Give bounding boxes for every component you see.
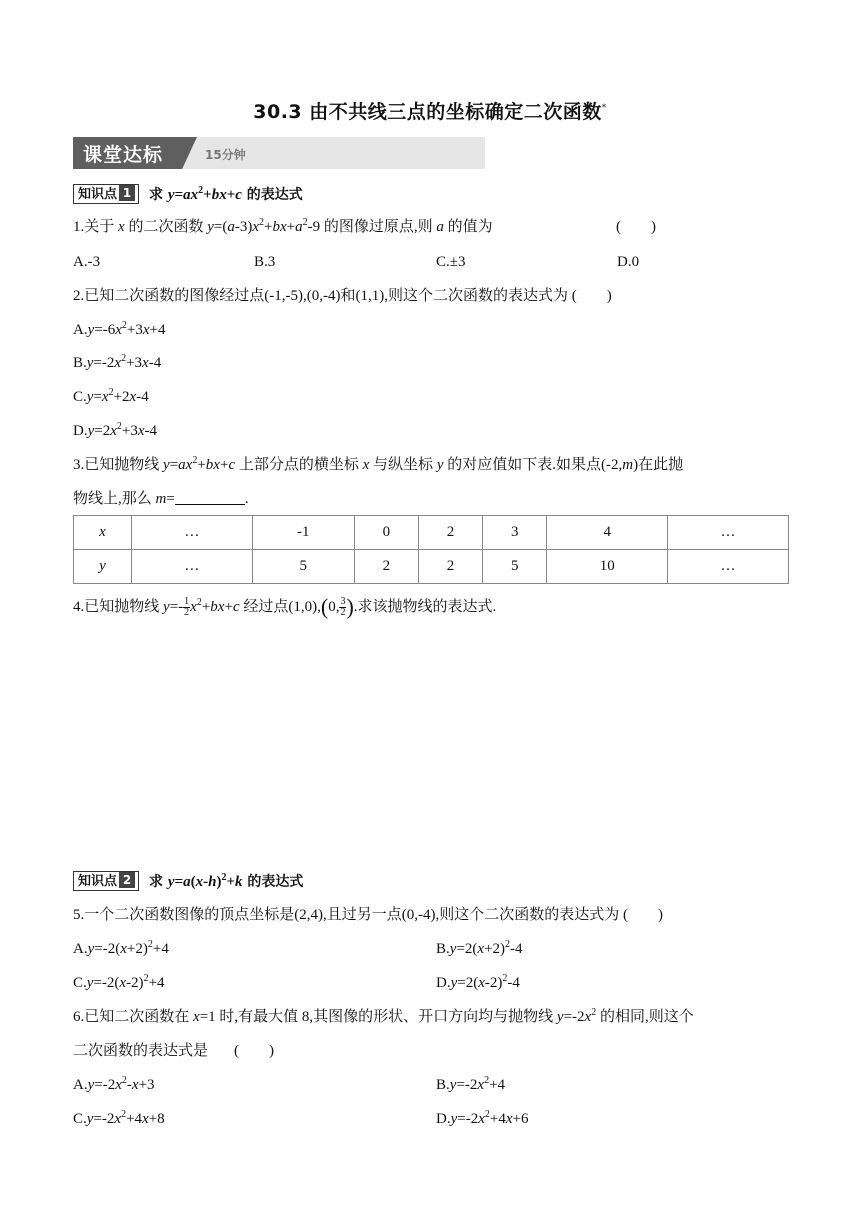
table-cell: … bbox=[668, 516, 789, 550]
table-cell: 2 bbox=[418, 550, 482, 584]
question-2-stem: 2.已知二次函数的图像经过点(-1,-5),(0,-4)和(1,1),则这个二次函数的表达式为 ( ) bbox=[73, 288, 612, 304]
fraction: $\frac{1}{2}$ bbox=[184, 596, 190, 619]
knowledge-point-2-heading bbox=[73, 871, 303, 893]
table-cell: x bbox=[74, 516, 132, 550]
question-1-stem: 1.关于 x 的二次函数 $y=(a-3)x^2+bx+a^2-9$ 的图像过原点,则 a 的值为 bbox=[73, 217, 493, 235]
knowledge-point-title: 求 $y=a(x-h)^2+k$ 的表达式 bbox=[149, 872, 304, 890]
table-cell: 10 bbox=[547, 550, 668, 584]
table-cell: 2 bbox=[418, 516, 482, 550]
question-5-stem: 5.一个二次函数图像的顶点坐标是(2,4),且过另一点(0,-4),则这个二次函数的表达式为 ( ) bbox=[73, 907, 663, 923]
question-1-option-d: D.0 bbox=[617, 254, 640, 270]
table-cell: 5 bbox=[483, 550, 547, 584]
value-table bbox=[73, 515, 789, 584]
question-6-option-d: $D.y=-2x^2+4x+6$ bbox=[436, 1109, 529, 1127]
banner-time: 15分钟 bbox=[205, 148, 246, 162]
question-1-option-a: A.-3 bbox=[73, 254, 101, 270]
question-6-stem: 6.已知二次函数在 x=1 时,有最大值 8,其图像的形状、开口方向均与抛物线 $y=-2x^2$ 的相同,则这个 bbox=[73, 1007, 694, 1025]
title-star: * bbox=[601, 103, 607, 113]
section-banner bbox=[73, 137, 485, 169]
banner-label: 课堂达标 bbox=[83, 144, 164, 166]
question-1-option-b: B.3 bbox=[254, 254, 276, 270]
question-2-option-d: $D.y=2x^2+3x-4$ bbox=[73, 421, 158, 439]
knowledge-point-badge: 知识点 1 bbox=[73, 184, 139, 204]
table-cell: 3 bbox=[483, 516, 547, 550]
question-6-option-b: $B.y=-2x^2+4$ bbox=[436, 1075, 506, 1093]
question-2-option-c: $C.y=x^2+2x-4$ bbox=[73, 387, 149, 405]
answer-blank[interactable] bbox=[175, 490, 245, 505]
question-2-option-b: $B.y=-2x^2+3x-4$ bbox=[73, 353, 162, 371]
table-cell: y bbox=[74, 550, 132, 584]
question-5-option-a: $A.y=-2(x+2)^2+4$ bbox=[73, 939, 169, 957]
question-1-answer-bracket: ( ) bbox=[616, 219, 656, 235]
knowledge-point-badge: 知识点 2 bbox=[73, 871, 139, 891]
table-cell: -1 bbox=[252, 516, 354, 550]
table-row-y bbox=[74, 550, 789, 584]
question-3-stem: 3.已知抛物线 $y=ax^2+bx+c$ 上部分点的横坐标 x 与纵坐标 y 的对应值如下表.如果点(-2,m)在此抛 bbox=[73, 455, 684, 473]
knowledge-point-title: 求 $y=ax^2+bx+c$ 的表达式 bbox=[149, 185, 303, 203]
question-2-option-a: $A.y=-6x^2+3x+4$ bbox=[73, 320, 166, 338]
table-cell: … bbox=[668, 550, 789, 584]
question-6-stem-line-2: 二次函数的表达式是 ( ) bbox=[73, 1043, 275, 1059]
table-cell: … bbox=[131, 550, 252, 584]
table-row-x bbox=[74, 516, 789, 550]
fraction: $\frac{3}{2}$ bbox=[340, 596, 346, 619]
question-4-stem: 4.已知抛物线 y=- $\frac{1}{2}$ $x^2+bx+c$ 经过点(1,0),(0, $\frac{3}{2}$ ).求该抛物线的表达式. bbox=[73, 594, 497, 619]
table-cell: … bbox=[131, 516, 252, 550]
knowledge-point-1-heading bbox=[73, 184, 303, 206]
question-1-option-c: C.±3 bbox=[436, 254, 466, 270]
question-6-option-a: $A.y=-2x^2-x+3$ bbox=[73, 1075, 155, 1093]
table-cell: 4 bbox=[547, 516, 668, 550]
question-6-option-c: $C.y=-2x^2+4x+8$ bbox=[73, 1109, 165, 1127]
page-title: 30.3 由不共线三点的坐标确定二次函数* bbox=[253, 101, 607, 123]
question-5-option-d: $D.y=2(x-2)^2-4$ bbox=[436, 973, 520, 991]
question-5-option-b: $B.y=2(x+2)^2-4$ bbox=[436, 939, 523, 957]
table-cell: 0 bbox=[354, 516, 418, 550]
question-3-stem-line-2: 物线上,那么 m= . bbox=[73, 491, 249, 507]
question-5-option-c: $C.y=-2(x-2)^2+4$ bbox=[73, 973, 165, 991]
table-cell: 2 bbox=[354, 550, 418, 584]
table-cell: 5 bbox=[252, 550, 354, 584]
